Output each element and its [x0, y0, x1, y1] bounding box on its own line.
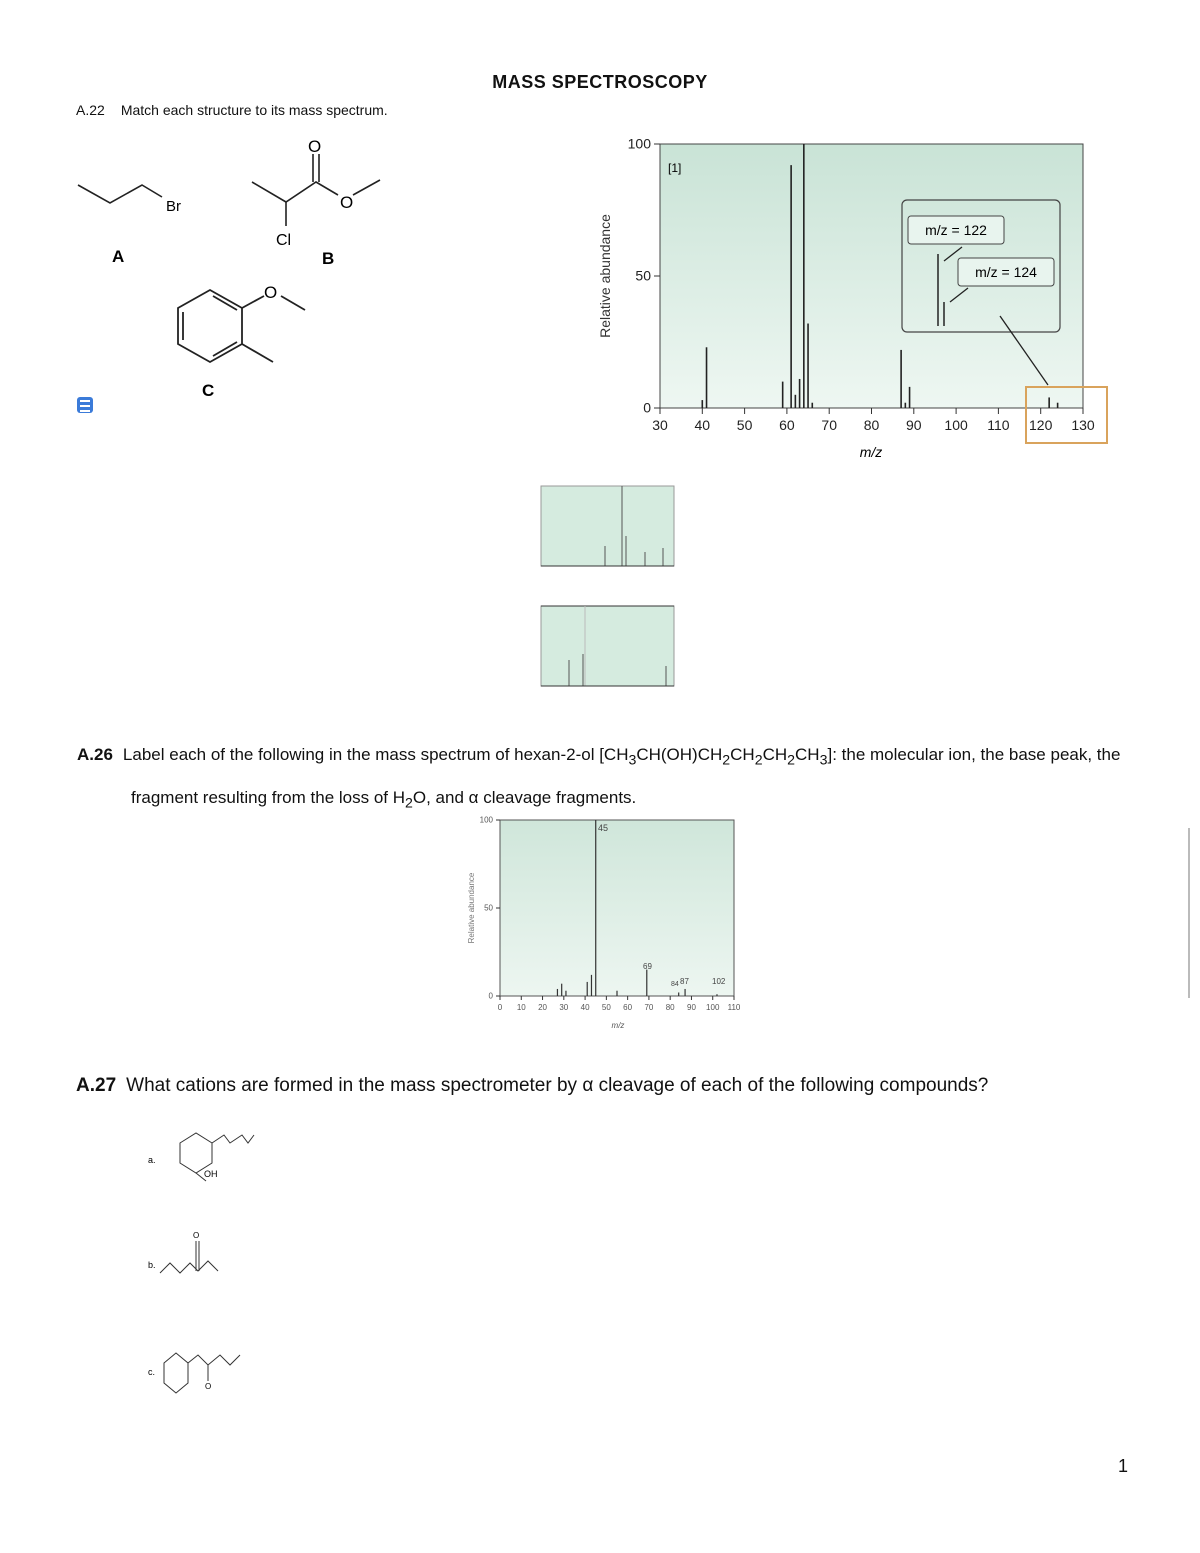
plot-area	[500, 820, 734, 996]
q26-text: CH	[730, 745, 755, 764]
x-tick-label-20: 20	[538, 1003, 547, 1012]
subscript: 3	[819, 752, 828, 769]
q26-text: fragment resulting from the loss of H	[131, 788, 406, 808]
x-tick-label-30: 30	[559, 1003, 569, 1012]
x-tick-label-60: 60	[779, 417, 795, 433]
structure-a	[78, 185, 162, 203]
spectrum-1	[590, 130, 1120, 465]
question-number: A.22	[76, 102, 105, 118]
atom-cl: Cl	[276, 232, 292, 249]
y-tick-label-50: 50	[635, 267, 651, 284]
q26-text: Label each of the following in the mass spectrum of hexan-2-ol [CH	[122, 745, 629, 764]
x-tick-label-100: 100	[944, 417, 968, 433]
structures-a22	[70, 130, 410, 400]
q26-text: CH(OH)CH	[636, 745, 723, 764]
structure-c	[178, 290, 305, 362]
x-tick-label-80: 80	[665, 1003, 675, 1012]
q26-text: O, and α cleavage fragments.	[412, 788, 637, 808]
atom-o-carbonyl: O	[308, 137, 322, 156]
peak-label-102: 102	[712, 977, 726, 986]
peak-label-87: 87	[680, 977, 689, 986]
x-tick-label-110: 110	[987, 417, 1010, 433]
question-number: A.26	[77, 745, 113, 764]
q26-text: CH	[762, 745, 788, 764]
x-tick-label-100: 100	[706, 1003, 720, 1012]
peak-label-45: 45	[598, 823, 609, 833]
atom-o-ether: O	[264, 283, 278, 302]
atom-o-c: O	[205, 1382, 212, 1391]
x-tick-label-0: 0	[497, 1003, 503, 1012]
x-axis-label: m/z	[859, 444, 883, 460]
y-tick-label-100: 100	[627, 135, 651, 152]
callout-124: m/z = 124	[975, 264, 1037, 280]
spectrum-hexanol	[462, 810, 752, 1035]
q26-text: ]: the molecular ion, the base peak, the	[827, 745, 1121, 764]
peak-label-69: 69	[643, 962, 652, 971]
x-tick-label-90: 90	[906, 417, 922, 433]
callout-122: m/z = 122	[925, 222, 987, 238]
subscript: 3	[628, 752, 637, 769]
question-text: Match each structure to its mass spectrum.	[120, 102, 388, 118]
item-a-label: a.	[148, 1155, 156, 1165]
structure-a-label: A	[112, 247, 125, 266]
structure-b	[252, 154, 380, 226]
y-tick-label-50: 50	[484, 903, 493, 913]
x-tick-label-40: 40	[580, 1003, 590, 1012]
y-tick-label-100: 100	[479, 815, 493, 825]
subscript: 2	[787, 752, 796, 769]
question-a26-line1	[77, 736, 1137, 779]
x-tick-label-80: 80	[863, 417, 880, 433]
q26-text: CH	[795, 745, 820, 764]
page-title: MASS SPECTROSCOPY	[492, 72, 708, 92]
x-tick-label-10: 10	[516, 1003, 526, 1012]
subscript: 2	[405, 795, 413, 812]
peak-label-84: 84	[671, 981, 679, 988]
question-number: A.27	[76, 1075, 117, 1096]
subscript: 2	[722, 752, 731, 769]
subscript: 2	[754, 752, 763, 769]
atom-o-ester: O	[340, 193, 354, 212]
thumbnail-spectrum-3	[528, 598, 688, 698]
x-tick-label-60: 60	[623, 1003, 633, 1012]
atom-o-ketone: O	[193, 1231, 200, 1240]
x-tick-label-40: 40	[694, 417, 711, 433]
x-tick-label-30: 30	[652, 417, 668, 433]
note-icon[interactable]	[77, 397, 93, 413]
structure-a27-c	[164, 1353, 240, 1393]
x-tick-label-120: 120	[1029, 417, 1053, 433]
x-tick-label-130: 130	[1071, 417, 1095, 433]
panel-label: [1]	[668, 161, 682, 175]
question-text: What cations are formed in the mass spectrometer by α cleavage of each of the following compounds?	[126, 1075, 989, 1096]
page-number: 1	[1117, 1456, 1128, 1476]
atom-br: Br	[166, 198, 181, 215]
question-a22	[76, 102, 388, 118]
x-axis-label: m/z	[611, 1021, 625, 1030]
y-axis-label: Relative abundance	[467, 872, 476, 944]
y-axis-label: Relative abundance	[597, 214, 613, 338]
structure-c-label: C	[202, 381, 215, 400]
structure-b-label: B	[322, 249, 335, 268]
scrollbar[interactable]	[1188, 828, 1190, 998]
x-tick-label-50: 50	[601, 1003, 611, 1012]
x-tick-label-70: 70	[644, 1003, 654, 1012]
y-tick-label-0: 0	[643, 399, 651, 416]
x-tick-label-70: 70	[821, 417, 837, 433]
x-tick-label-50: 50	[736, 417, 753, 433]
structures-a27	[140, 1125, 300, 1405]
structure-a27-b	[160, 1241, 218, 1273]
question-a27	[76, 1075, 988, 1097]
x-tick-label-90: 90	[687, 1003, 696, 1012]
item-b-label: b.	[148, 1260, 156, 1270]
thumbnail-spectrum-2	[528, 478, 688, 580]
item-c-label: c.	[148, 1367, 156, 1377]
atom-oh: OH	[204, 1169, 218, 1179]
y-tick-label-0: 0	[488, 991, 493, 1001]
x-tick-label-110: 110	[727, 1003, 741, 1012]
